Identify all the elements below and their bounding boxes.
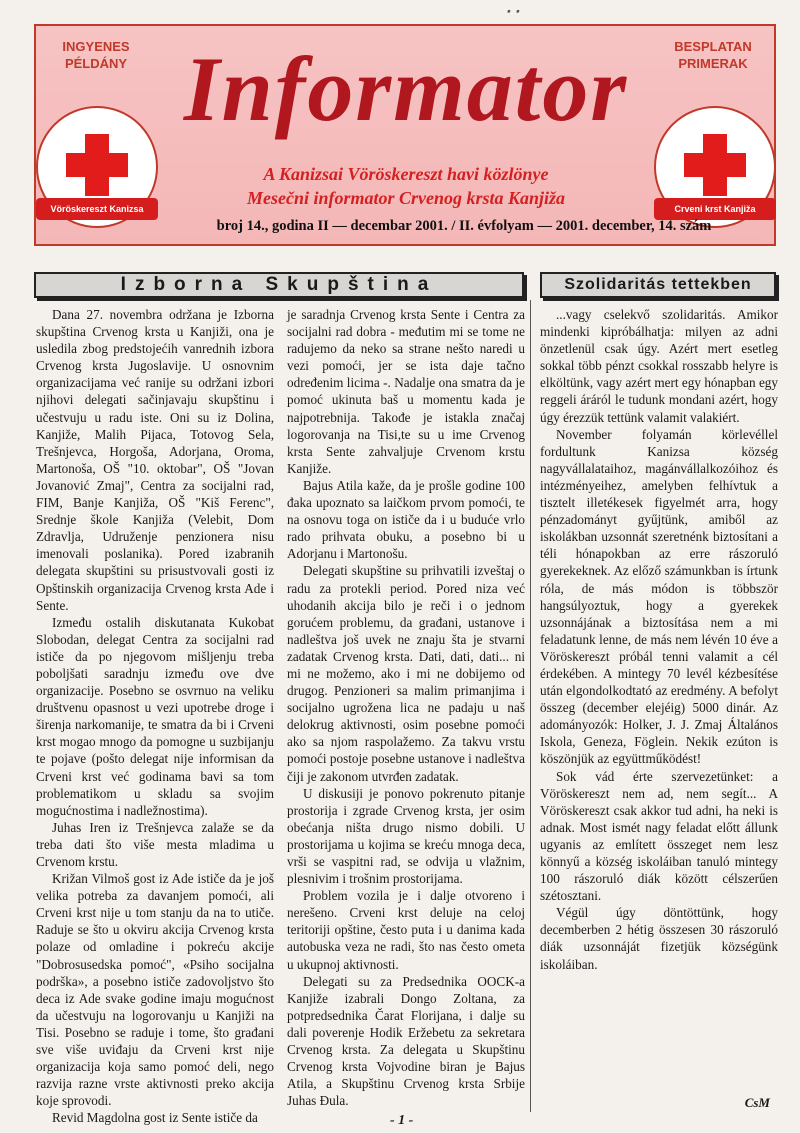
paragraph: Sok vád érte szervezetünket: a Vöröskereszt nem ad, nem segít... A Vöröskereszt csak akkor tud adni, ha neki is adnak. Most ismét nagy feladat előtt állunk ugyanis az említett összeget nem lesz könnyű a község iskoláiban tanuló mintegy 100 rászoruló diák között célszerűen szétosztani. [540,768,778,904]
subtitle-hungarian: A Kanizsai Vöröskereszt havi közlönye [263,164,549,184]
red-cross-logo-left [36,106,158,228]
paragraph: Između ostalih diskutanata Kukobat Slobodan, delegat Centra za socijalni rad ističe da po njegovom mišljenju treba poboljšati saradnju između ove dve organizacije. Posebno se osvrnuo na veliku društvenu opasnost u vezi upotrebe droge i širenja narkomanije, te smatra da bi i Crveni krst mogao mnogo da pomogne u suzbijanju te pojave (pošto delegat nije informisan da Crveni krst već godinama bavi sa tom problematikom u skladu sa svojim mogućnostima i nadležnostima). [36,614,274,818]
handwritten-mark: ꞏ ꞏ [505,4,519,21]
article-heading-szolidaritas: Szolidaritás tettekben [540,272,776,298]
paragraph: Revid Magdolna gost iz Sente ističe da [52,1110,258,1126]
article-column-1 [36,306,274,1127]
red-cross-logo-right [654,106,776,228]
paragraph: Juhas Iren iz Trešnjevca zalaže se da treba dati što više mesta mladima u Crvenom krstu. [36,819,274,869]
article-heading-izborna: Izborna Skupština [34,272,524,298]
paragraph: Problem vozila je i dalje otvoreno i nerešeno. Crveni krst deluje na celoj teritoriji opštine, često puta i u danima kada autobuska veza ne radi, što nas često ometa u ukupnoj aktivnosti. [287,888,525,972]
paragraph: Delegati skupštine su prihvatili izveštaj o radu za protekli period. Pored niza već uhodanih akcija bilo je reči i o jednom gorućem problemu, da građani, ustanove i nadleštva još uvek ne znaju šta je stvarni zadatak Crvenog krsta. Dati, dati, dati... ni mi ne možemo, ako i mi ne dobijemo od drugog. Penzioneri sa malim primanjima i socijalno ugrožena lica ne padaju u naš delokrug aktivnosti, osim posebne pomoći ako sa njom raspolažemo. Za takvu vrstu pomoći postoje posebne ustanove i nadleštva čiji je zakonom utvrđen zadatak. [287,563,525,784]
paragraph: ...vagy cselekvő szolidaritás. Amikor mindenki kipróbálhatja: milyen az adni önzetlenül csak úgy. Azért mert esetleg sokkal több pénzt csokkal rosszabb helyre is elköltünk, vagy azért mert egy hónapban egy reggeli áráról le tudunk mondani azért, hogy úgy érezzük tettünk valamit valakiért. [540,307,778,425]
page-number: - 1 - [390,1113,414,1128]
paragraph: Delegati su za Predsednika OOCK-a Kanjiže izabrali Dongo Zoltana, za potpredsednika Čarat Florijana, i dalje su dali poverenje Hodik Eržebetu za sekretara Crvenog krsta. Za delegata u Skupštinu Crvenog krsta Vojvodine biran je Bajus Atila, a Skupštinu Crvenog krsta Srbije Juhas Đula. [287,973,525,1109]
masthead [34,24,776,246]
issue-line: broj 14., godina II — decembar 2001. / II. évfolyam — 2001. december, 14. szám [216,218,712,234]
subtitle-serbian: Mesečni informator Crvenog krsta Kanjiža [246,188,566,208]
free-copy-hu: INGYENES PÉLDÁNY [62,39,130,71]
badge-label-left: Vöröskereszt Kanizsa [36,198,158,220]
column-divider [530,300,531,1112]
paragraph: Végül úgy döntöttünk, hogy decemberben 2 hétig összesen 30 rászoruló diák uzsonnáját fizetjük községünk iskoláiban. [540,905,778,972]
badge-label-right: Crveni krst Kanjiža [654,198,776,220]
article-column-3 [540,306,778,973]
paragraph: Dana 27. novembra održana je Izborna skupština Crvenog krsta u Kanjiži, ona je usledila zbog predstojećih vanrednih izbora Crvenog krsta Jugoslavije. U osnovnim organizacijama već ranije su održani izbori njihovi delegati sačinjavaju skupštinu i učestvuju u radu iste. Oni su iz Dolina, Kanjiže, Malih Pijaca, Totovog Sela, Trešnjevca, Horgoša, Adorjana, Oroma, Martonoša, OŠ "10. oktobar", OŠ "Jovan Jovanović Zmaj", Centra za socijalni rad, FIM, Banje Kanjiža, OŠ "Kiš Ferenc", Srednje škole Kanjiža (Velebit, Dom Zdravlja, Udruženje penzionera nisu imenovali poslanika). Pored izabranih delegata skupštini su prisustvovali gosti iz Opštinskih organizacija Crvenog krsta Ade i Sente. [36,307,274,613]
free-copy-sr: BESPLATAN PRIMERAK [674,39,752,71]
newspaper-title: Informator [183,38,629,140]
article-column-2 [287,306,525,1109]
paragraph: je saradnja Crvenog krsta Sente i Centra za socijalni rad dobra - međutim mi se tome ne radujemo da neko sa strane nešto naredi u vezi pomoći, jer se ista daje tačno određenim licima -. Nadalje ona smatra da je pomoć ukinuta baš u momentu kada je najpotrebnija. Takođe je istakla značaj logorovanja na Tisi,te su u ime Crvenog krsta Sente zahvaljuje Crvenom krstu Kanjiže. [287,307,525,476]
author-signature: CsM [744,1095,770,1110]
paragraph: Bajus Atila kaže, da je prošle godine 100 đaka upoznato sa laičkom prvom pomoći, te na osnovu toga on ističe da i u buduće vrlo rado prihvata obuku, a posebno bi u Adorjanu i Martonošu. [287,477,525,562]
paragraph: U diskusiji je ponovo pokrenuto pitanje prostorija i zgrade Crvenog krsta, jer osim obećanja ništa drugo nismo dobili. U prostorijama u kojima se kreću mnoga deca, vrši se vaspitni rad, se odvija u vlažnim, plesnivim i trošnim prostorijama. [287,785,525,887]
paragraph: November folyamán körlevéllel fordultunk Kanizsa község nagyvállalataihoz, magánvállalkozóihoz és intézményeihez, amelyben felhívtuk a tisztelt illetékesek figyelmét arra, hogy pénzadományt gyűjtünk, amiből az iskolákban uzsonnát szeretnénk biztosítani a téli hónapokban az erre rászoruló gyerekeknek. Az előző számunkban is írtunk róla, de más módon is többször hangsúlyoztuk, hogy a gyerekek uzsonnájának a biztosítása nem a mi feladatunk lenne, de más nem lévén 10 éve a Vöröskereszt próbál tenni valamit a cél érdekében. A mintegy 70 levél kézbesítése után elgondolkodtató az eredmény. A befolyt összeg (december elejéig) 5000 dinár. Az adományozók: Holker, J. J. Zmaj Általános Iskola, Geneza, Föglein. Nekik ezúton is köszönjük az együttműködést! [540,426,778,767]
paragraph: Križan Vilmoš gost iz Ade ističe da je još velika potreba za davanjem pomoći, ali Crveni krst nije u tom stanju da na to utiče. Raduje se što u okviru akcija Crvenog krsta polaze od omladine i pokreću akcije "Dobrosusedska pomoć", «Psiho socijalna podrška», a posebno ističe zadovoljstvo što deca iz Ade svake godine imaju mogućnost da učestvuju na logorovanju u Kanjiži na Tisi. Posebno se raduje i tome, što građani sve više uviđaju da Crveni krst nije organizacija koja samo pomoć deli, nego razvija razne vrste aktivnosti preko akcija koje sprovodi. [36,871,274,1109]
